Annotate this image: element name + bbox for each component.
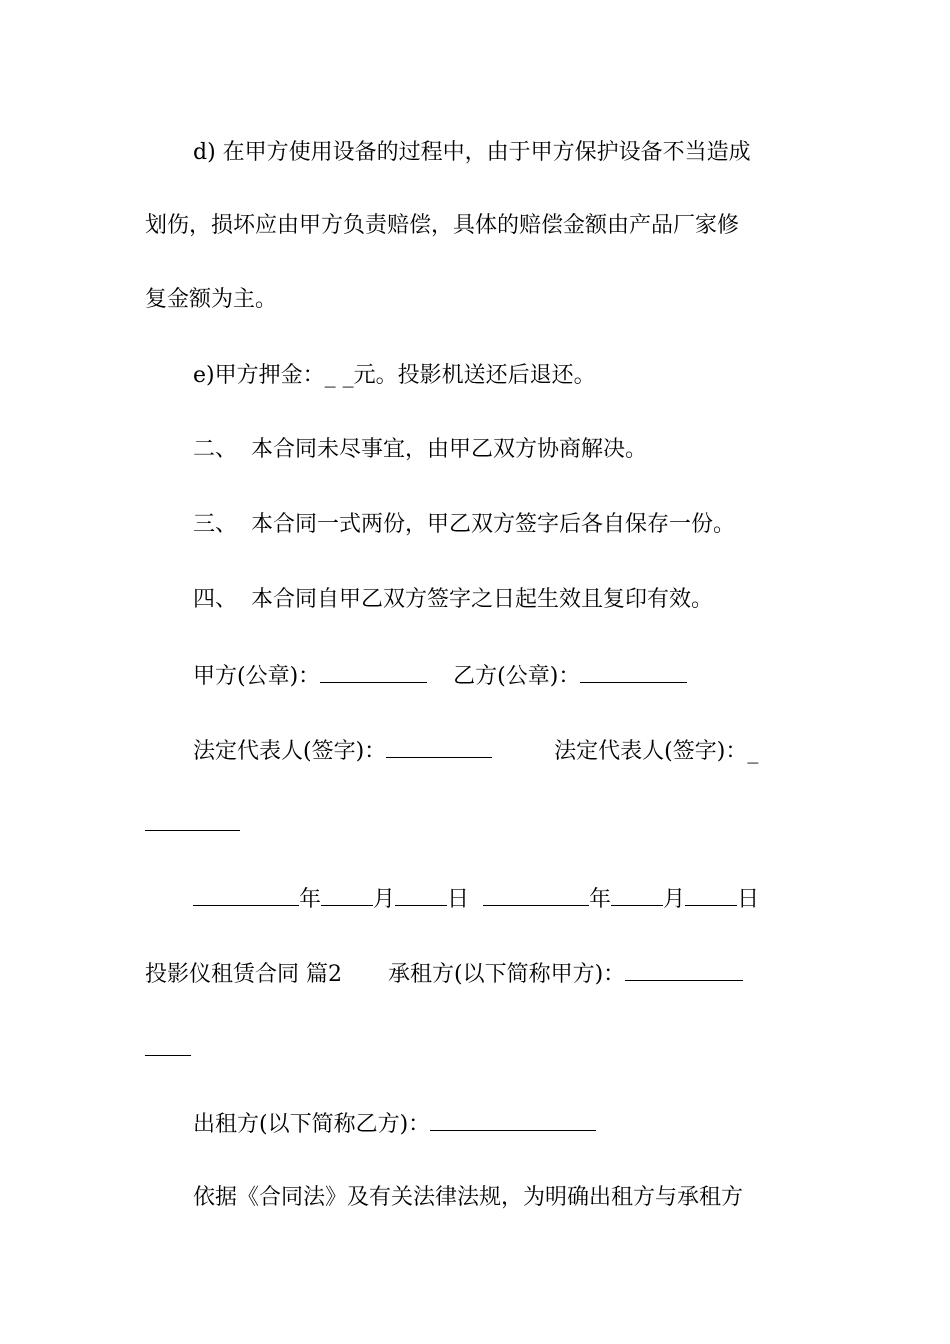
date-line xyxy=(193,883,759,913)
clause-d-line-3: 复金额为主。 xyxy=(145,287,278,312)
party-b-year-blank[interactable] xyxy=(483,883,589,906)
lessee-blank-continued[interactable] xyxy=(145,1033,191,1056)
lessee-label: 承租方(以下简称甲方)： xyxy=(388,962,626,987)
party-b-seal-blank[interactable] xyxy=(580,660,687,683)
year-label-a: 年 xyxy=(299,887,322,912)
clause-e xyxy=(193,361,596,391)
party-a-year-blank[interactable] xyxy=(193,883,299,906)
clause-d-line-2: 划伤，损坏应由甲方负责赔偿，具体的赔偿金额由产品厂家修 xyxy=(145,213,740,238)
lessor-label: 出租方(以下简称乙方)： xyxy=(193,1112,431,1137)
section-2-line xyxy=(145,958,743,988)
representative-line xyxy=(193,735,758,765)
lessor-blank[interactable] xyxy=(430,1108,596,1131)
article-2: 二、 本合同未尽事宜，由甲乙双方协商解决。 xyxy=(193,437,647,462)
clause-d-line-1: d) 在甲方使用设备的过程中，由于甲方保护设备不当造成 xyxy=(193,140,751,165)
party-a-month-blank[interactable] xyxy=(321,883,373,906)
party-b-rep-label: 法定代表人(签字)： xyxy=(554,739,748,764)
party-a-seal-label: 甲方(公章)： xyxy=(193,664,321,689)
representative-continuation xyxy=(145,808,240,838)
lessee-blank[interactable] xyxy=(625,958,743,981)
article-4: 四、 本合同自甲乙双方签字之日起生效且复印有效。 xyxy=(193,587,713,612)
seal-line xyxy=(193,660,687,690)
month-label-b: 月 xyxy=(663,887,686,912)
clause-e-suffix: 元。投影机送还后退还。 xyxy=(353,363,596,388)
party-b-rep-blank-start[interactable]: _ xyxy=(747,739,759,764)
clause-e-prefix: e)甲方押金： xyxy=(193,363,325,388)
party-b-day-blank[interactable] xyxy=(685,883,737,906)
deposit-blank-1: _ xyxy=(324,363,336,388)
month-label-a: 月 xyxy=(373,887,396,912)
article-3: 三、 本合同一式两份，甲乙双方签字后各自保存一份。 xyxy=(193,512,735,537)
day-label-b: 日 xyxy=(737,887,760,912)
party-a-rep-label: 法定代表人(签字)： xyxy=(193,739,387,764)
party-a-day-blank[interactable] xyxy=(395,883,447,906)
party-a-seal-blank[interactable] xyxy=(320,660,427,683)
section-2-title: 投影仪租赁合同 篇2 xyxy=(145,962,342,987)
party-b-seal-label: 乙方(公章)： xyxy=(453,664,581,689)
lessee-continuation xyxy=(145,1033,191,1063)
party-b-rep-blank[interactable] xyxy=(145,808,240,831)
year-label-b: 年 xyxy=(589,887,612,912)
lessor-line xyxy=(193,1108,596,1138)
party-a-rep-blank[interactable] xyxy=(386,735,492,758)
day-label-a: 日 xyxy=(447,887,470,912)
basis-line: 依据《合同法》及有关法律法规，为明确出租方与承租方 xyxy=(193,1185,744,1210)
deposit-blank-2: _ xyxy=(342,363,354,388)
party-b-month-blank[interactable] xyxy=(611,883,663,906)
